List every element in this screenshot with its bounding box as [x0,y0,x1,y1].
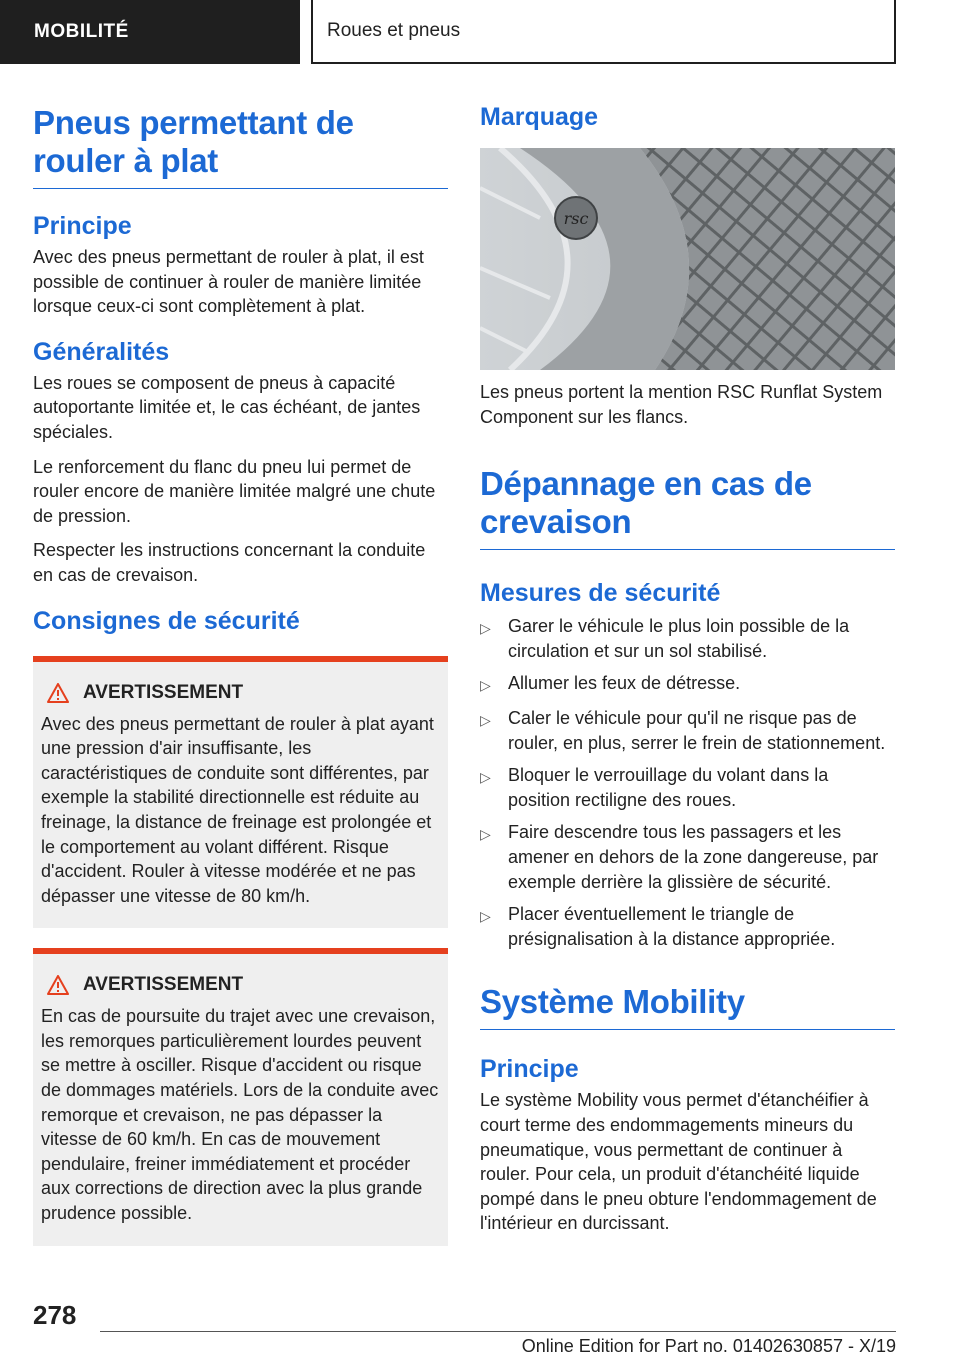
list-item: ▷ Garer le véhicule le plus loin possible de la circulation et sur un sol stabilisé. [480,614,895,663]
warning-title-text-2: AVERTISSEMENT [83,974,244,996]
title-mobility: Système Mobility [480,983,895,1030]
list-item: ▷ Bloquer le verrouillage du volant dans la position rectiligne des roues. [480,763,895,812]
tire-illustration [480,148,895,370]
list-item: ▷ Faire descendre tous les passagers et les amener en dehors de la zone dangereuse, par exemple derrière la glissière de sécurité. [480,820,895,894]
footer-edition: Online Edition for Part no. 01402630857 - X/19 [521,1336,896,1356]
principe-text: Avec des pneus permettant de rouler à plat, il est possible de continuer à rouler de manière limitée lorsque ceux-ci sont complètement à plat. [33,247,424,317]
heading-principe: Principe [33,212,132,240]
marquage-text: Les pneus portent la mention RSC Runflat System Component sur les flancs. [480,382,883,427]
heading-consignes: Consignes de sécurité [33,606,300,635]
footer-divider [100,1331,896,1332]
generalites-p2: Le renforcement du flanc du pneu lui permet de rouler encore de manière limitée malgré une chute de pression. [33,456,436,526]
warning-triangle-icon [47,683,69,703]
triangle-right-icon: ▷ [480,677,491,694]
warning-triangle-icon [47,975,69,995]
warning-title-text-1: AVERTISSEMENT [83,681,244,703]
right-column [480,96,895,1246]
svg-text:rsc: rsc [563,209,589,228]
warning-box-1 [33,656,448,929]
title-runflat: Pneus permettant de rouler à plat [33,104,448,189]
heading-generalites: Généralités [33,337,170,366]
list-item: ▷ Placer éventuellement le triangle de présignalisation à la distance appropriée. [480,902,895,951]
warning-text-1: Avec des pneus permettant de rouler à plat ayant une pression d'air insuffisante, les caractéristiques de conduite sont différentes, par exemple la stabilité directionnelle est réduite au freinage, la distance de freinage est prolongée et le comportement au volant différent. Risque d'accident. Rouler à vitesse modérée et ne pas dépasser une vitesse de 80 km/h. [41,713,434,906]
heading-mesures: Mesures de sécurité [480,579,721,608]
safety-steps-list [480,614,895,951]
list-item: ▷ Allumer les feux de détresse. [480,671,895,698]
title-depannage: Dépannage en cas de crevaison [480,465,895,550]
generalites-p1: Les roues se composent de pneus à capacité autoportante limitée et, le cas échéant, de jantes spéciales. [33,372,421,442]
header-section: MOBILITÉ [0,0,300,64]
header-chapter: Roues et pneus [311,0,896,64]
list-item: ▷ Caler le véhicule pour qu'il ne risque pas de rouler, en plus, serrer le frein de stationnement. [480,706,895,755]
generalites-p3: Respecter les instructions concernant la conduite en cas de crevaison. [33,540,426,585]
left-column [33,96,448,1246]
triangle-right-icon: ▷ [480,908,491,925]
triangle-right-icon: ▷ [480,711,491,728]
heading-marquage: Marquage [480,103,599,131]
triangle-right-icon: ▷ [480,620,491,637]
warning-text-2: En cas de poursuite du trajet avec une crevaison, les remorques particulièrement lourdes peuvent se mettre à osciller. Risque d'accident ou risque de dommages matériels. Lors de la conduite avec remorque et crevaison, ne pas dépasser la vitesse de 60 km/h. En cas de mouvement pendulaire, freiner immédiatement et procéder aux corrections de direction avec la plus grande prudence possible. [41,1006,439,1224]
triangle-right-icon: ▷ [480,769,491,786]
heading-mobility-principe: Principe [480,1055,579,1084]
warning-box-2 [33,948,448,1245]
warning-title-2 [41,974,440,996]
page-number: 278 [33,1300,77,1330]
warning-title-1 [41,682,440,704]
mobility-principe-text: Le système Mobility vous permet d'étanchéifier à court terme des endommagements mineurs du pneumatique, vous permettant de continuer à rouler. Pour cela, un produit d'étanchéité liquide pompé dans le pneu obture l'endommagement de l'intérieur en durcissant. [480,1090,877,1234]
triangle-right-icon: ▷ [480,826,491,843]
